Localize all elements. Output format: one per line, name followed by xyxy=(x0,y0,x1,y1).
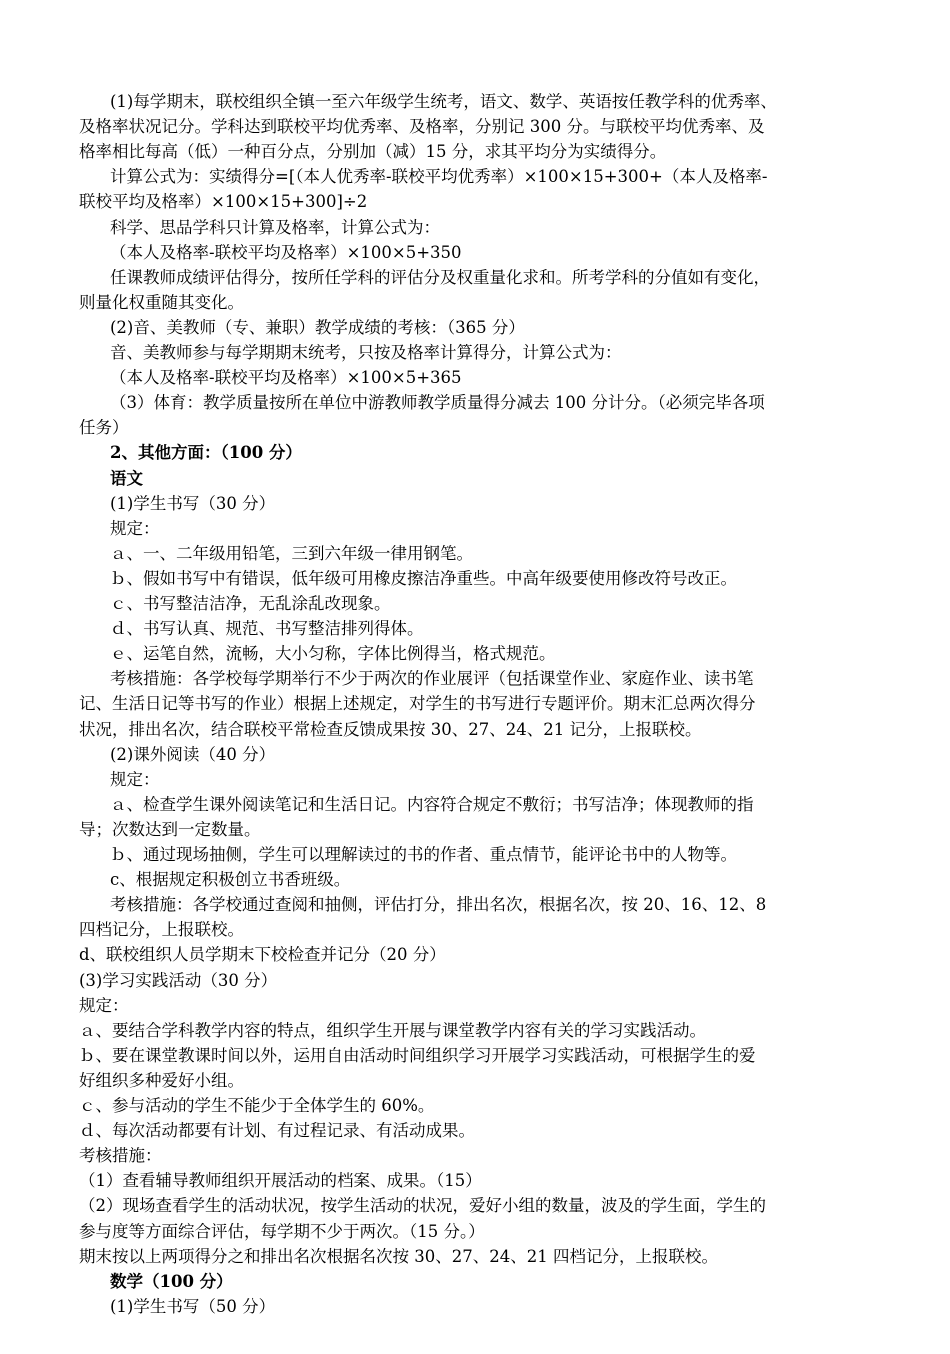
text-line: （本人及格率-联校平均及格率）×100×5+350 xyxy=(110,242,462,262)
text-line: （2）现场查看学生的活动状况，按学生活动的状况，爱好小组的数量，波及的学生面，学生的 xyxy=(79,1196,766,1216)
text-line: 记、生活日记等书写的作业）根据上述规定，对学生的书写进行专题评价。期末汇总两次得分 xyxy=(79,694,756,714)
text-line: 好组织多种爱好小组。 xyxy=(79,1070,244,1090)
text-line: 数学（100 分） xyxy=(110,1271,233,1291)
text-line: 参与度等方面综合评估，每学期不少于两次。（15 分。） xyxy=(79,1221,485,1241)
text-line: 考核措施：各学校通过查阅和抽侧，评估打分，排出名次，根据名次，按 20、16、12、8 xyxy=(110,895,767,915)
text-line: (1)学生书写（30 分） xyxy=(110,493,276,513)
text-line: 计算公式为：实绩得分=[（本人优秀率-联校平均优秀率）×100×15+300+（本人及格率- xyxy=(110,167,768,187)
text-line: 任务） xyxy=(79,418,129,438)
text-line: ｃ、书写整洁洁净，无乱涂乱改现象。 xyxy=(110,594,391,613)
text-line: c、根据规定积极创立书香班级。 xyxy=(110,870,351,890)
text-line: 导；次数达到一定数量。 xyxy=(79,819,261,839)
text-line: (2)课外阅读（40 分） xyxy=(110,744,276,764)
text-line: 格率相比每高（低）一种百分点，分别加（减）15 分，求其平均分为实绩得分。 xyxy=(79,142,667,162)
text-line: (1)每学期末，联校组织全镇一至六年级学生统考，语文、数学、英语按任教学科的优秀率、 xyxy=(110,92,777,111)
text-line: （本人及格率-联校平均及格率）×100×5+365 xyxy=(110,368,462,388)
text-line: 2、其他方面：（100 分） xyxy=(110,443,302,463)
text-line: (2)音、美教师（专、兼职）教学成绩的考核：（365 分） xyxy=(110,317,525,337)
text-line: ａ、要结合学科教学内容的特点，组织学生开展与课堂教学内容有关的学习实践活动。 xyxy=(79,1020,706,1040)
text-line: ｂ、假如书写中有错误，低年级可用橡皮擦洁净重些。中高年级要使用修改符号改正。 xyxy=(110,568,737,588)
text-line: 语文 xyxy=(110,468,143,488)
text-line: 考核措施：各学校每学期举行不少于两次的作业展评（包括课堂作业、家庭作业、读书笔 xyxy=(110,669,754,689)
text-line: 联校平均及格率）×100×15+300]÷2 xyxy=(79,192,368,212)
text-line: 任课教师成绩评估得分，按所任学科的评估分及权重量化求和。所考学科的分值如有变化， xyxy=(110,267,770,287)
text-line: 规定： xyxy=(110,769,160,789)
text-line: 则量化权重随其变化。 xyxy=(79,292,244,312)
text-line: 期末按以上两项得分之和排出名次根据名次按 30、27、24、21 四档记分，上报联校。 xyxy=(79,1246,718,1266)
text-line: 规定： xyxy=(110,518,160,538)
text-line: 考核措施： xyxy=(79,1146,162,1166)
text-line: 规定： xyxy=(79,995,129,1015)
text-line: ａ、检查学生课外阅读笔记和生活日记。内容符合规定不敷衍；书写洁净；体现教师的指 xyxy=(110,794,754,814)
text-line: ｅ、运笔自然，流畅，大小匀称，字体比例得当，格式规范。 xyxy=(110,644,556,664)
text-line: ｂ、要在课堂教课时间以外，运用自由活动时间组织学习开展学习实践活动，可根据学生的爱 xyxy=(79,1045,756,1065)
text-line: ａ、一、二年级用铅笔，三到六年级一律用钢笔。 xyxy=(110,543,473,563)
text-line: ｄ、每次活动都要有计划、有过程记录、有活动成果。 xyxy=(79,1121,475,1141)
text-line: 状况，排出名次，结合联校平常检查反馈成果按 30、27、24、21 记分，上报联校。 xyxy=(79,719,702,739)
text-line: ｂ、通过现场抽侧，学生可以理解读过的书的作者、重点情节，能评论书中的人物等。 xyxy=(110,845,737,864)
text-line: ｄ、书写认真、规范、书写整洁排列得体。 xyxy=(110,619,424,639)
text-line: 四档记分，上报联校。 xyxy=(79,920,244,940)
text-line: (3)学习实践活动（30 分） xyxy=(79,970,278,990)
text-line: 音、美教师参与每学期期末统考，只按及格率计算得分，计算公式为： xyxy=(110,343,622,362)
text-line: ｃ、参与活动的学生不能少于全体学生的 60%。 xyxy=(79,1096,435,1115)
text-line: （1）查看辅导教师组织开展活动的档案、成果。（15） xyxy=(79,1171,482,1191)
text-line: 及格率状况记分。学科达到联校平均优秀率、及格率，分别记 300 分。与联校平均优秀率、及 xyxy=(79,117,765,137)
text-line: （3）体育：教学质量按所在单位中游教师教学质量得分减去 100 分计分。（必须完毕各项 xyxy=(110,393,765,413)
text-line: 科学、思品学科只计算及格率，计算公式为： xyxy=(110,217,440,237)
text-line: (1)学生书写（50 分） xyxy=(110,1296,276,1316)
text-line: d、联校组织人员学期末下校检查并记分（20 分） xyxy=(79,945,446,965)
